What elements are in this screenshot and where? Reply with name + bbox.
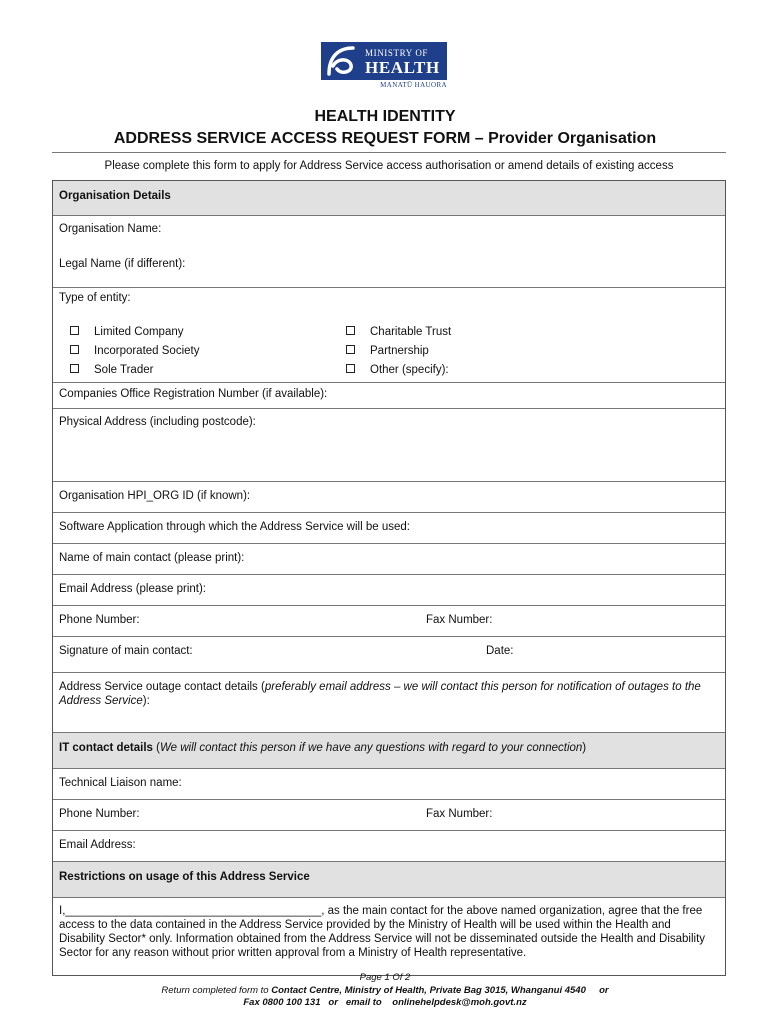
outage-contact-row[interactable] (53, 673, 725, 733)
it-phone-label: Phone Number: (59, 808, 140, 820)
incorporated-society-label: Incorporated Society (94, 345, 200, 357)
restrictions-title: Restrictions on usage of this Address Service (59, 871, 310, 883)
main-contact-phone-row[interactable] (53, 606, 725, 637)
physical-address-row[interactable] (53, 409, 725, 482)
main-contact-name-row[interactable] (53, 544, 725, 575)
charitable-trust-checkbox[interactable] (346, 326, 355, 335)
logo-line2: HEALTH (365, 58, 440, 77)
it-fax-label: Fax Number: (426, 808, 493, 820)
charitable-trust-label: Charitable Trust (370, 326, 452, 338)
outage-contact-label: Address Service outage contact details (preferably email address – we will contact this person for notification of outages to the Address Service): (59, 681, 701, 707)
software-application-row[interactable] (53, 513, 725, 544)
title-divider (52, 152, 726, 153)
organisation-name-label: Organisation Name: (59, 223, 162, 235)
it-contact-title: IT contact details (We will contact this person if we have any questions with regard to your connection) (59, 742, 587, 754)
it-email-row[interactable] (53, 831, 725, 862)
return-address-line: Return completed form to Contact Centre, Ministry of Health, Private Bag 3015, Whanganui 4540 or (161, 985, 609, 996)
limited-company-label: Limited Company (94, 326, 184, 338)
fax-email-line: Fax 0800 100 131 or email to onlinehelpdesk@moh.govt.nz (243, 997, 527, 1008)
entity-type-label: Type of entity: (59, 292, 131, 304)
technical-liaison-label: Technical Liaison name: (59, 777, 182, 789)
access-request-form (52, 180, 726, 976)
other-entity-checkbox[interactable] (346, 364, 355, 373)
organisation-details-header (53, 181, 725, 216)
main-contact-email-label: Email Address (please print): (59, 583, 207, 595)
hpi-org-id-row[interactable] (53, 482, 725, 513)
legal-name-label: Legal Name (if different): (59, 258, 186, 270)
signature-label: Signature of main contact: (59, 645, 193, 657)
ministry-of-health-logo (321, 42, 447, 90)
limited-company-checkbox[interactable] (70, 326, 79, 335)
entity-type-row (53, 288, 725, 383)
organisation-details-title: Organisation Details (59, 190, 171, 202)
intro-text: Please complete this form to apply for Address Service access authorisation or amend details of existing access (104, 160, 674, 172)
restrictions-agreement-row (53, 898, 725, 977)
main-contact-phone-label: Phone Number: (59, 614, 140, 626)
physical-address-label: Physical Address (including postcode): (59, 416, 256, 428)
main-contact-email-row[interactable] (53, 575, 725, 606)
sole-trader-label: Sole Trader (94, 364, 154, 376)
restrictions-header (53, 862, 725, 898)
it-contact-header (53, 733, 725, 769)
other-entity-label: Other (specify): (370, 364, 449, 376)
sole-trader-checkbox[interactable] (70, 364, 79, 373)
incorporated-society-checkbox[interactable] (70, 345, 79, 354)
restrictions-agreement-text: I,________________________________________, as the main contact for the above named organization, agree that the free access to the data contained in the Address Service provided by the Ministry of Health will be used within the Health and Disability Sector* only. Information obtained from the Address Service will not be disseminated outside the Health and Disability Sector for any reason without prior written approval from a Ministry of Health representative. (59, 905, 706, 959)
organisation-name-row[interactable] (53, 216, 725, 288)
logo-tagline: MANATŪ HAUORA (380, 81, 447, 89)
main-contact-name-label: Name of main contact (please print): (59, 552, 245, 564)
form-title-line2: ADDRESS SERVICE ACCESS REQUEST FORM – Provider Organisation (113, 130, 657, 147)
koru-emblem-icon (323, 44, 359, 78)
logo-line1: MINISTRY OF (365, 48, 429, 58)
logo-box (321, 42, 447, 80)
it-phone-row[interactable] (53, 800, 725, 831)
signature-date-label: Date: (486, 645, 514, 657)
software-application-label: Software Application through which the Address Service will be used: (59, 521, 410, 533)
companies-office-label: Companies Office Registration Number (if available): (59, 388, 328, 400)
it-email-label: Email Address: (59, 839, 136, 851)
hpi-org-id-label: Organisation HPI_ORG ID (if known): (59, 490, 251, 502)
technical-liaison-row[interactable] (53, 769, 725, 800)
companies-office-row[interactable] (53, 383, 725, 409)
signature-row[interactable] (53, 637, 725, 673)
partnership-checkbox[interactable] (346, 345, 355, 354)
page-number: Page 1 Of 2 (359, 972, 411, 983)
form-title-line1: HEALTH IDENTITY (314, 108, 456, 125)
main-contact-fax-label: Fax Number: (426, 614, 493, 626)
partnership-label: Partnership (370, 345, 429, 357)
